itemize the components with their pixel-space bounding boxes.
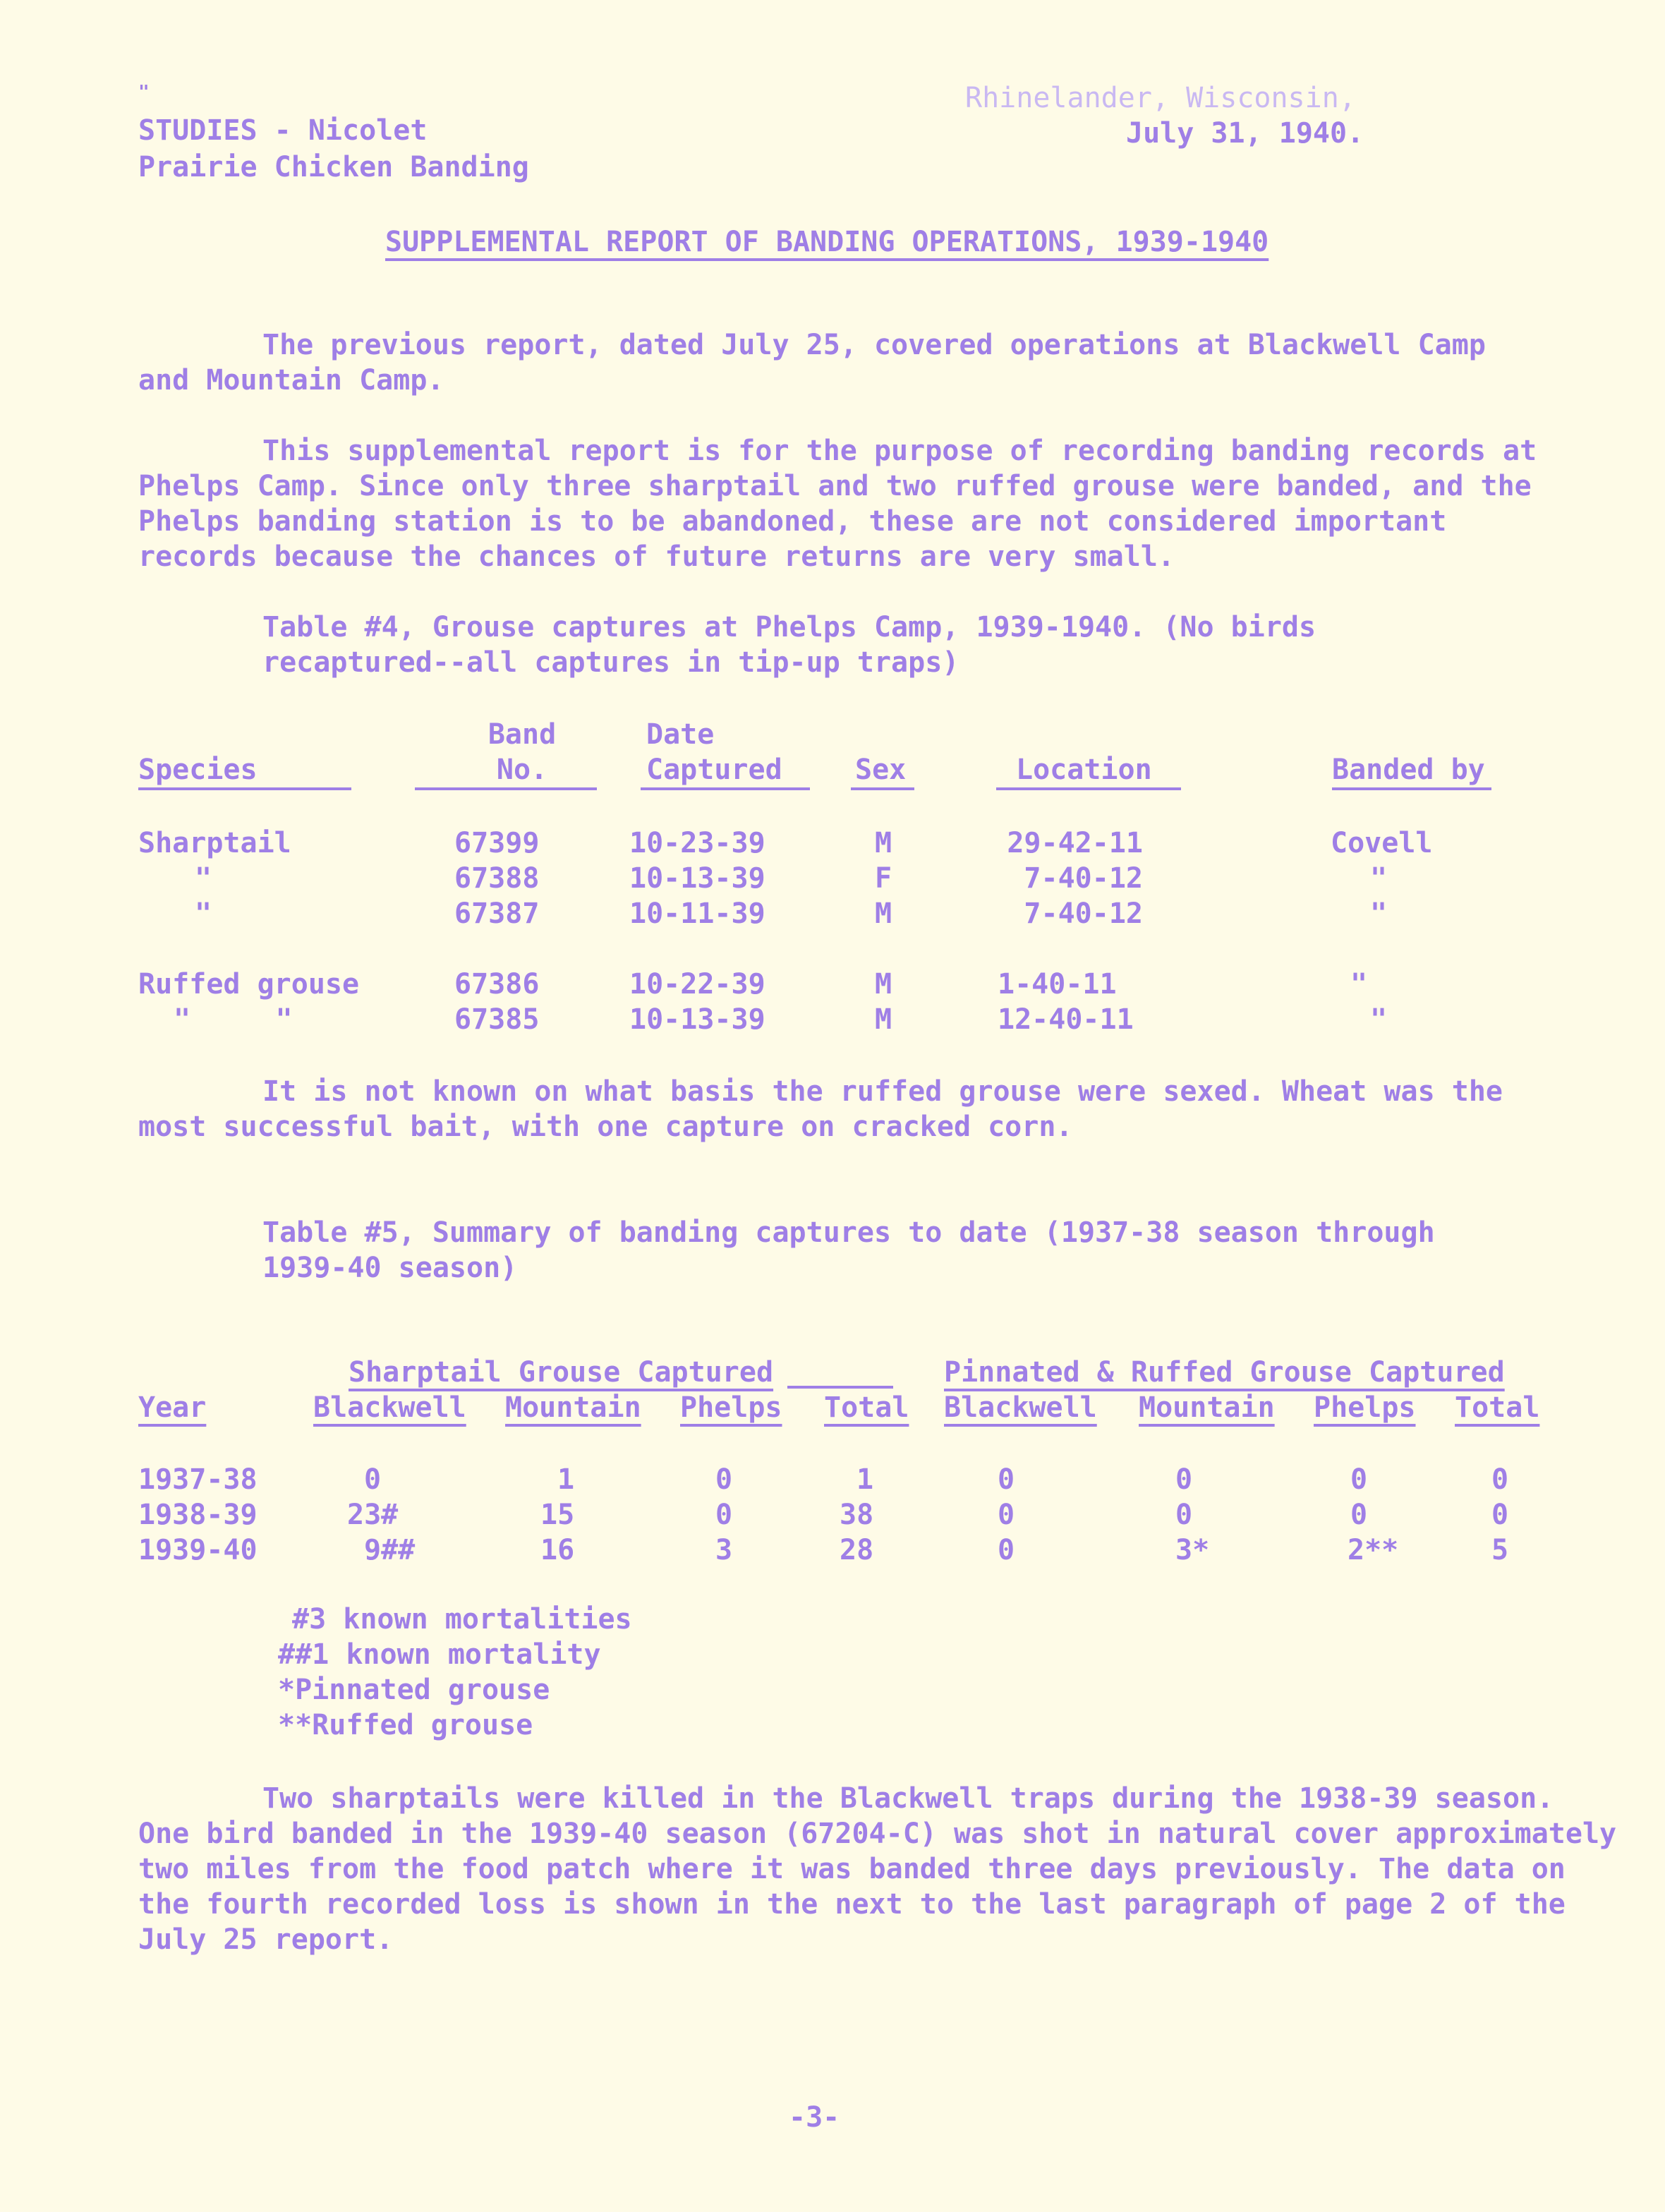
table-cell: 0	[1491, 1499, 1509, 1531]
table4-rule-band	[415, 787, 597, 790]
table-cell: 0	[998, 1534, 1015, 1566]
table-cell: "	[1370, 862, 1388, 895]
table5-caption: Table #5, Summary of banding captures to date (1937-38 season through 1939-40 season)	[262, 1216, 1435, 1284]
table-cell: "	[1370, 898, 1388, 930]
table4-rule-location	[996, 787, 1181, 790]
table-cell: 7-40-12	[1024, 862, 1143, 895]
table-cell: 10-22-39	[629, 968, 765, 1001]
table-cell: 9##	[364, 1534, 416, 1566]
table-cell: "	[1370, 1003, 1388, 1036]
table4-caption: Table #4, Grouse captures at Phelps Camp, 1939-1940. (No birds recaptured--all captures in tip-up traps)	[262, 611, 1316, 679]
footnote: #3 known mortalities	[292, 1603, 632, 1636]
table4-header-band-top: Band	[488, 718, 557, 751]
table-cell: 10-11-39	[629, 898, 765, 930]
table-cell: 23#	[347, 1499, 399, 1531]
table5-header-col: Blackwell	[944, 1391, 1097, 1424]
table-cell: F	[875, 862, 892, 895]
table-cell: M	[875, 968, 892, 1001]
table4-header-date-top: Date	[646, 718, 715, 751]
table-cell: 67385	[454, 1003, 540, 1036]
table-cell: 67399	[454, 827, 540, 859]
table-cell: 67387	[454, 898, 540, 930]
table-cell: 0	[715, 1463, 733, 1496]
table4-header-location: Location	[1016, 754, 1152, 786]
table-cell: 5	[1491, 1534, 1509, 1566]
table4-rule-date	[641, 787, 810, 790]
table-cell: "	[195, 898, 212, 930]
table-cell: 2**	[1348, 1534, 1399, 1566]
table4-rule-sex	[851, 787, 914, 790]
footnote: *Pinnated grouse	[278, 1674, 550, 1706]
table-cell: M	[875, 1003, 892, 1036]
table4-header-species: Species	[138, 754, 258, 786]
table5-header-col: Mountain	[1139, 1391, 1275, 1424]
table5-header-col: Total	[824, 1391, 909, 1424]
page-number: -3-	[789, 2101, 840, 2134]
table5-header-col: Phelps	[1314, 1391, 1416, 1424]
subject-line: Prairie Chicken Banding	[138, 151, 529, 183]
table-cell: 3*	[1175, 1534, 1210, 1566]
table4-header-sex: Sex	[855, 754, 907, 786]
footnote: ##1 known mortality	[278, 1638, 601, 1671]
table4-header-date-bottom: Captured	[646, 754, 782, 786]
table-cell: 0	[998, 1499, 1015, 1531]
table-cell: M	[875, 898, 892, 930]
header-mark: "	[138, 82, 150, 103]
table-cell: 10-13-39	[629, 862, 765, 895]
table-cell: "	[195, 862, 212, 895]
table-cell: 3	[715, 1534, 733, 1566]
table5-header-col: Phelps	[680, 1391, 782, 1424]
table5-header-col: Total	[1455, 1391, 1540, 1424]
table-cell: 0	[998, 1463, 1015, 1496]
paragraph-previous-report: The previous report, dated July 25, covered operations at Blackwell Camp and Mountain Camp.	[138, 329, 1486, 397]
table5-header-year: Year	[138, 1391, 207, 1424]
table-cell: Sharptail	[138, 827, 291, 859]
table-cell: 0	[364, 1463, 382, 1496]
table-cell: 16	[540, 1534, 575, 1566]
table-cell: " "	[174, 1003, 293, 1036]
table-cell: 29-42-11	[1007, 827, 1143, 859]
table4-rule-species	[138, 787, 351, 790]
table5-header-col: Blackwell	[313, 1391, 466, 1424]
paragraph-sexing: It is not known on what basis the ruffed grouse were sexed. Wheat was the most successful bait, with one capture on cracked corn.	[138, 1075, 1503, 1143]
table-cell: 15	[540, 1499, 575, 1531]
table-cell: 0	[1175, 1463, 1193, 1496]
table-cell: 38	[840, 1499, 874, 1531]
table-cell: 67388	[454, 862, 540, 895]
table5-header-col: Mountain	[505, 1391, 641, 1424]
table-cell: 0	[1175, 1499, 1193, 1531]
table5-group-sharptail: Sharptail Grouse Captured	[349, 1356, 774, 1389]
table-cell: "	[1350, 968, 1368, 1001]
table-cell: Ruffed grouse	[138, 968, 360, 1001]
table-cell: 10-13-39	[629, 1003, 765, 1036]
footnote: **Ruffed grouse	[278, 1709, 533, 1741]
table-cell: 0	[1491, 1463, 1509, 1496]
studies-line: STUDIES - Nicolet	[138, 114, 428, 147]
table4-rule-banded-by	[1332, 787, 1491, 790]
table-cell: 7-40-12	[1024, 898, 1143, 930]
table-cell: 67386	[454, 968, 540, 1001]
table-cell: 28	[840, 1534, 874, 1566]
table-cell: 0	[1350, 1463, 1368, 1496]
place-line: Rhinelander, Wisconsin,	[965, 82, 1356, 114]
table-cell: 0	[715, 1499, 733, 1531]
table5-year: 1938-39	[138, 1499, 258, 1531]
table5-year: 1939-40	[138, 1534, 258, 1566]
table-cell: 12-40-11	[998, 1003, 1134, 1036]
table-cell: 1	[557, 1463, 575, 1496]
date-line: July 31, 1940.	[1126, 117, 1364, 150]
table-cell: M	[875, 827, 892, 859]
table-cell: 1-40-11	[998, 968, 1117, 1001]
table5-group-pinnated: Pinnated & Ruffed Grouse Captured	[944, 1356, 1505, 1389]
report-title: SUPPLEMENTAL REPORT OF BANDING OPERATIONS, 1939-1940	[385, 226, 1269, 258]
table5-year: 1937-38	[138, 1463, 258, 1496]
table-cell: 0	[1350, 1499, 1368, 1531]
table-cell: 1	[856, 1463, 874, 1496]
table-cell: Covell	[1331, 827, 1433, 859]
table4-header-banded-by: Banded by	[1332, 754, 1485, 786]
table5-rule-group1-ext	[787, 1386, 893, 1389]
table-cell: 10-23-39	[629, 827, 765, 859]
table4-header-band-bottom: No.	[496, 754, 548, 786]
paragraph-supplemental: This supplemental report is for the purpose of recording banding records at Phelps Camp. Since only three sharptail and two ruffed grouse were banded, and the Phelps banding station is to be abandoned, these are not considered important records because the chances of future returns are very small.	[138, 435, 1537, 573]
paragraph-mortalities: Two sharptails were killed in the Blackwell traps during the 1938-39 season. One bird banded in the 1939-40 season (67204-C) was shot in natural cover approximately two miles from the food patch where it was banded three days previously. The data on the fourth recorded loss is shown in the next to the last paragraph of page 2 of the July 25 report.	[138, 1782, 1617, 1956]
